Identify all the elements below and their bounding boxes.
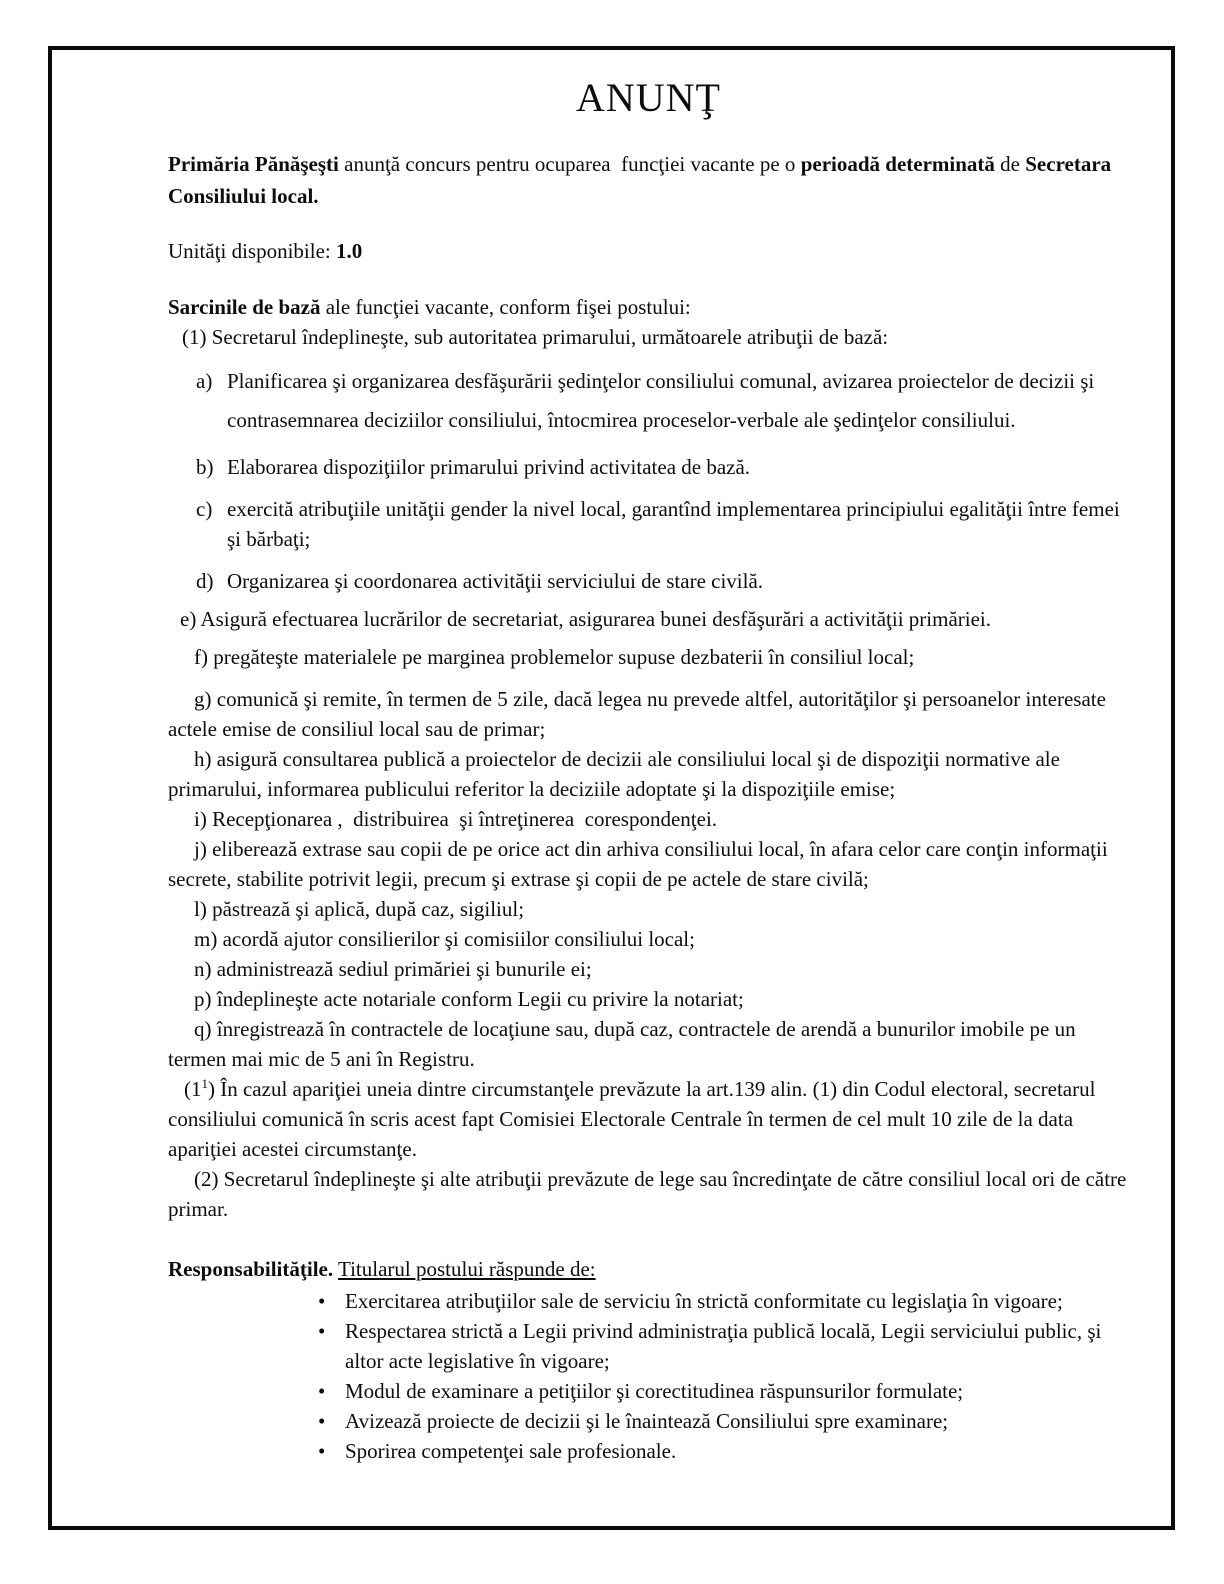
list-item-d [196,566,1129,596]
responsibilities-bullet-list [168,1286,1129,1466]
bullet-item: • Modul de examinare a petiţiilor şi corectitudinea răspunsurilor formulate; [312,1376,1129,1406]
paragraph-j: j) eliberează extrase sau copii de pe orice act din arhiva consiliului local, în afara celor care conţin informaţii secrete, stabilite potrivit legii, precum şi extrase şi copii de pe actele de stare civilă; [168,837,1113,891]
intro-text-1: anunţă concurs pentru ocuparea funcţiei vacante pe o [338,152,801,176]
units-label: Unităţi disponibile: [168,239,336,263]
document-title: ANUNŢ [576,75,721,120]
org-name: Primăria Pănăşeşti [168,152,339,176]
tasks-heading [168,292,1129,322]
paragraph-f: f) pregăteşte materialele pe marginea problemelor supuse dezbaterii în consiliul local; [194,645,915,669]
paragraph-p: p) îndeplineşte acte notariale conform Legii cu privire la notariat; [194,987,744,1011]
list-marker: c) [196,497,213,521]
responsibilities-heading-bold: Responsabilităţile. [168,1257,334,1281]
bullet-item: • Avizează proiecte de decizii şi le înaintează Consiliului spre examinare; [312,1406,1129,1436]
page-border-frame [48,46,1175,1530]
para-1-1-prefix: (1 [184,1077,202,1101]
bullet-item: • Respectarea strictă a Legii privind administraţia publică locală, Legii serviciului public, şi altor acte legislative în vigoare; [312,1316,1129,1376]
paragraph-1-1 [168,1074,1129,1164]
list-item-text: Planificarea şi organizarea desfăşurării şedinţelor consiliului comunal, avizarea proiectelor de decizii şi contrasemnarea deciziilor consiliului, întocmirea proceselor-verbale ale şedinţelor consiliului. [227,369,1100,432]
list-marker: b) [196,455,214,479]
paragraph-i: i) Recepţionarea , distribuirea şi întreţinerea corespondenţei. [194,807,718,831]
intro-paragraph [168,148,1129,212]
period-bold: perioadă determinată [800,152,995,176]
list-item-a [196,362,1129,440]
list-item-text: exercită atribuţiile unităţii gender la nivel local, garantînd implementarea principiului egalităţii între femei şi bărbaţi; [227,497,1125,551]
units-line [168,236,1129,266]
paragraph-2: (2) Secretarul îndeplineşte şi alte atribuţii prevăzute de lege sau încredinţate de către consiliul local ori de către primar. [168,1167,1132,1221]
paragraph-n: n) administrează sediul primăriei şi bunurile ei; [194,957,592,981]
tasks-heading-rest: ale funcţiei vacante, conform fişei postului: [320,295,691,319]
list-marker: d) [196,569,214,593]
responsibilities-heading-underlined: Titularul postului răspunde de: [337,1257,596,1281]
position-name: Secretara Consiliului local. [168,152,1117,208]
list-item-c [196,494,1129,554]
lettered-list [168,362,1129,596]
paragraph-m: m) acordă ajutor consilierilor şi comisiilor consiliului local; [194,927,695,951]
tasks-intro-line: (1) Secretarul îndeplineşte, sub autoritatea primarului, următoarele atribuţii de bază: [182,325,889,349]
bullet-item: • Sporirea competenţei sale profesionale. [312,1436,1129,1466]
list-item-text: Elaborarea dispoziţiilor primarului privind activitatea de bază. [227,455,751,479]
bullet-item: • Exercitarea atribuţiilor sale de serviciu în strictă conformitate cu legislaţia în vigoare; [312,1286,1129,1316]
list-marker: a) [196,369,213,393]
tasks-heading-bold: Sarcinile de bază [168,295,321,319]
list-item-b [196,452,1129,482]
responsibilities-heading [168,1254,1129,1284]
paragraph-l: l) păstrează şi aplică, după caz, sigiliul; [194,897,525,921]
para-1-1-superscript: 1 [201,1076,208,1091]
paragraph-h: h) asigură consultarea publică a proiectelor de decizii ale consiliului local şi de dispoziţii normative ale primarului, informarea publicului referitor la deciziile adoptate şi la dispoziţiile emise; [168,747,1066,801]
paragraph-g: g) comunică şi remite, în termen de 5 zile, dacă legea nu prevede altfel, autorităţilor şi persoanelor interesate actele emise de consiliul local sau de primar; [168,687,1112,741]
paragraph-e: e) Asigură efectuarea lucrărilor de secretariat, asigurarea bunei desfăşurări a activităţii primăriei. [180,607,991,631]
intro-text-2: de [994,152,1026,176]
units-value: 1.0 [336,239,363,263]
paragraph-q: q) înregistrează în contractele de locaţiune sau, după caz, contractele de arendă a bunurilor imobile pe un termen mai mic de 5 ani în Registru. [168,1017,1081,1071]
list-item-text: Organizarea şi coordonarea activităţii serviciului de stare civilă. [227,569,764,593]
para-1-1-text: ) În cazul apariţiei uneia dintre circumstanţele prevăzute la art.139 alin. (1) din Codul electoral, secretarul consiliului comunică în scris acest fapt Comisiei Electorale Centrale în termen de cel mult 10 zile de la data apariţiei acestei circumstanţe. [168,1077,1101,1161]
